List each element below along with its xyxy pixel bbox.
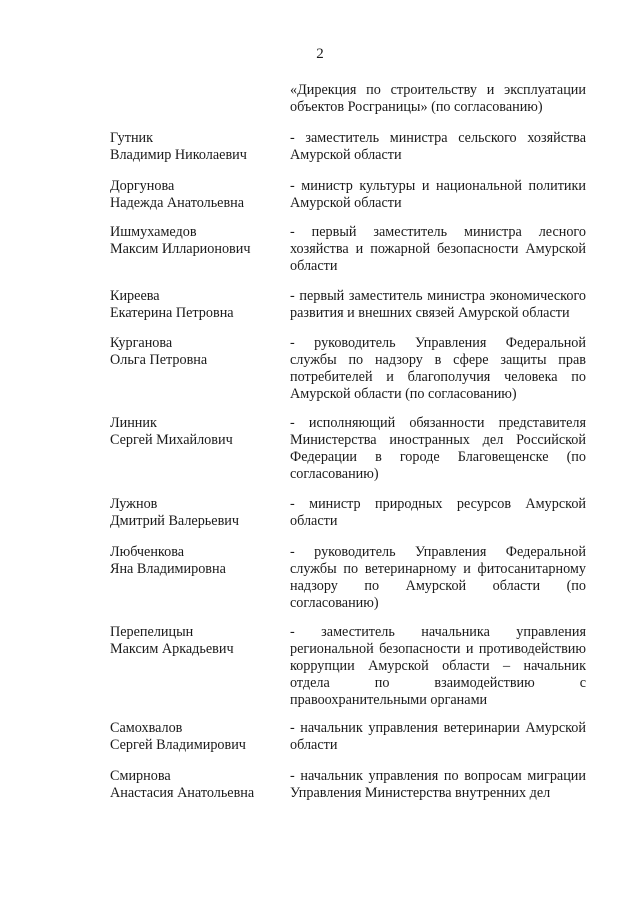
member-name [110,178,290,212]
member-given-names: Екатерина Петровна [110,305,234,321]
member-given-names: Яна Владимировна [110,561,226,577]
member-position: - первый заместитель министра экономического развития и внешних связей Амурской области [290,288,586,321]
member-position: - исполняющий обязанности представителя Министерства иностранных дел Российской Федерации в городе Благовещенске (по согласованию) [290,415,586,482]
member-name [110,130,290,164]
member-name [110,768,290,802]
member-name [110,624,290,658]
member-position: - заместитель начальника управления региональной безопасности и противодействию коррупции Амурской области – начальник отдела по взаимодействию с правоохранительными органами [290,624,586,708]
member-position: - министр природных ресурсов Амурской области [290,496,586,529]
member-name [110,224,290,258]
member-position: - начальник управления по вопросам миграции Управления Министерства внутренних дел [290,768,586,801]
member-surname: Курганова [110,335,173,351]
member-name [110,544,290,578]
member-surname: Смирнова [110,768,171,784]
member-given-names: Дмитрий Валерьевич [110,513,239,529]
member-surname: Самохвалов [110,720,183,736]
member-given-names: Владимир Николаевич [110,147,247,163]
member-given-names: Надежда Анатольевна [110,195,245,211]
member-given-names: Ольга Петровна [110,352,208,368]
member-position: - начальник управления ветеринарии Амурской области [290,720,586,753]
page-number: 2 [316,46,324,62]
member-position: - заместитель министра сельского хозяйства Амурской области [290,130,586,163]
member-name [110,496,290,530]
member-name [110,335,290,369]
member-surname: Любченкова [110,544,184,560]
member-position: - руководитель Управления Федеральной службы по надзору в сфере защиты прав потребителей и благополучия человека по Амурской области (по согласованию) [290,335,586,402]
member-position: - первый заместитель министра лесного хозяйства и пожарной безопасности Амурской области [290,224,586,274]
member-surname: Киреева [110,288,160,304]
member-name [110,720,290,754]
member-given-names: Сергей Владимирович [110,737,246,753]
member-surname: Доргунова [110,178,175,194]
member-surname: Ишмухамедов [110,224,197,240]
member-given-names: Сергей Михайлович [110,432,233,448]
member-surname: Гутник [110,130,154,146]
member-surname: Перепелицын [110,624,194,640]
member-given-names: Максим Аркадьевич [110,641,234,657]
continuation-text: «Дирекция по строительству и эксплуатации объектов Росграницы» (по согласованию) [290,82,586,115]
member-position: - министр культуры и национальной политики Амурской области [290,178,586,211]
member-given-names: Максим Илларионович [110,241,251,257]
member-surname: Лужнов [110,496,158,512]
member-name [110,415,290,449]
member-surname: Линник [110,415,157,431]
member-position: - руководитель Управления Федеральной службы по ветеринарному и фитосанитарному надзору по Амурской области (по согласованию) [290,544,586,611]
member-name [110,288,290,322]
member-given-names: Анастасия Анатольевна [110,785,255,801]
